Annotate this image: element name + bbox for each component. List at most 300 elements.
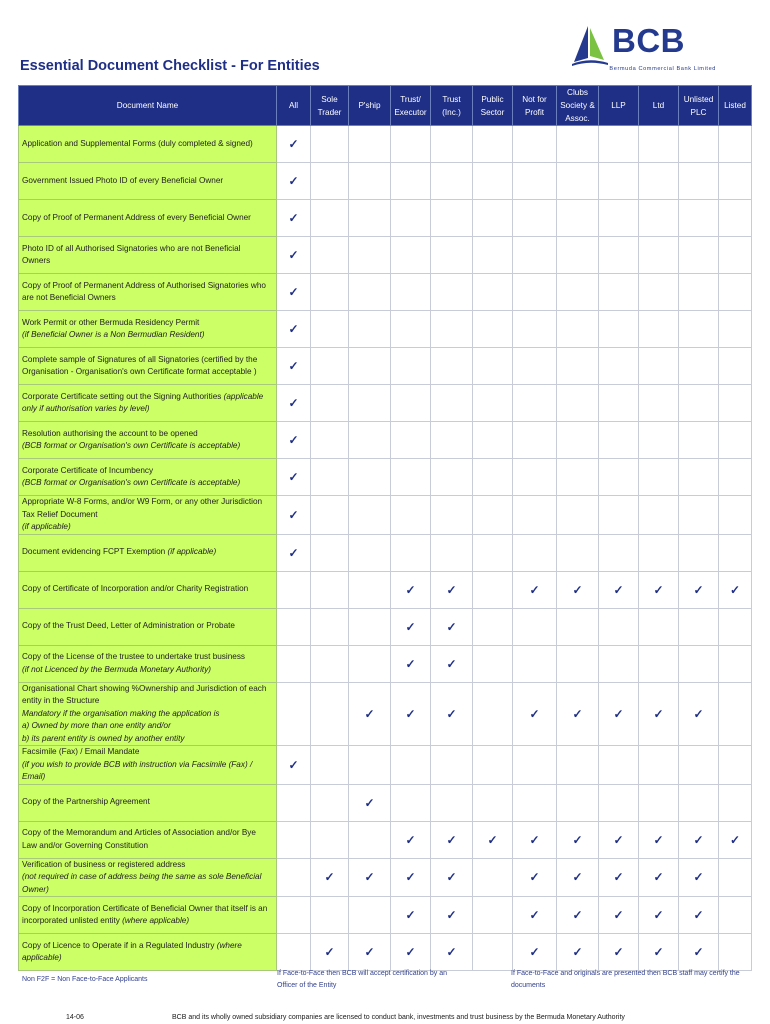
column-header-label: Listed (724, 101, 746, 110)
check-cell (473, 534, 513, 571)
sail-logo-icon (568, 24, 610, 68)
check-cell (473, 496, 513, 535)
check-mark-icon: ✓ (446, 870, 457, 885)
check-cell (557, 274, 599, 311)
document-text: Copy of Proof of Permanent Address of every Beneficial Owner (22, 212, 251, 222)
check-cell (599, 858, 639, 897)
document-name-line (22, 620, 273, 633)
check-mark-icon: ✓ (364, 795, 375, 810)
document-name-line (22, 509, 273, 522)
document-text: Government Issued Photo ID of every Beneficial Owner (22, 175, 224, 185)
document-text: Resolution authorising the account to be opened (22, 428, 198, 438)
document-name-cell (19, 858, 277, 897)
check-cell (557, 645, 599, 682)
check-cell (431, 682, 473, 746)
check-mark-icon: ✓ (405, 582, 416, 597)
check-cell (679, 608, 719, 645)
document-text: Mandatory if the organisation making the application is (22, 708, 220, 718)
column-header-label: (Inc.) (442, 107, 461, 117)
column-header-label: Assoc. (565, 114, 590, 123)
checklist-row (19, 934, 752, 971)
check-cell (391, 608, 431, 645)
check-mark-icon: ✓ (446, 832, 457, 847)
check-cell (679, 348, 719, 385)
check-cell (431, 821, 473, 858)
check-cell (639, 534, 679, 571)
check-cell (473, 126, 513, 163)
check-cell (349, 422, 391, 459)
check-mark-icon: ✓ (324, 870, 335, 885)
check-mark-icon: ✓ (613, 870, 624, 885)
check-cell (557, 237, 599, 274)
check-cell (277, 459, 311, 496)
checklist-row (19, 746, 752, 785)
check-cell (513, 608, 557, 645)
check-cell (277, 422, 311, 459)
check-cell (391, 496, 431, 535)
check-cell (431, 645, 473, 682)
document-name-cell (19, 237, 277, 274)
document-text: (BCB format or Organisation's own Certificate is acceptable) (22, 478, 241, 487)
check-cell (679, 274, 719, 311)
check-cell (431, 237, 473, 274)
check-mark-icon: ✓ (653, 582, 664, 597)
check-mark-icon: ✓ (288, 285, 299, 299)
check-cell (311, 459, 349, 496)
checklist-row (19, 645, 752, 682)
document-name-cell (19, 934, 277, 971)
document-text: Law and/or Governing Constitution (22, 840, 149, 850)
check-cell (277, 784, 311, 821)
version-code: 14-06 (66, 1014, 84, 1021)
check-cell (513, 274, 557, 311)
check-cell (679, 645, 719, 682)
document-name-cell (19, 311, 277, 348)
column-header-label: Not for (522, 94, 547, 104)
check-cell (277, 746, 311, 785)
document-text: Email) (22, 772, 46, 781)
check-cell (639, 200, 679, 237)
document-name-line (22, 746, 273, 759)
bcb-logo (568, 24, 716, 76)
footnote-line: If Face-to-Face and originals are presented then BCB staff may certify the (511, 970, 740, 977)
document-text: Verification of business or registered address (22, 859, 186, 869)
checklist-row (19, 858, 752, 897)
check-cell (557, 934, 599, 971)
check-mark-icon: ✓ (613, 706, 624, 721)
check-cell (349, 784, 391, 821)
column-header-label: Trader (317, 107, 342, 117)
checklist-row (19, 459, 752, 496)
check-cell (679, 746, 719, 785)
check-cell (349, 126, 391, 163)
document-note: (applicable (223, 391, 264, 401)
check-cell (349, 821, 391, 858)
check-cell (431, 459, 473, 496)
check-cell (599, 534, 639, 571)
check-cell (719, 459, 752, 496)
check-mark-icon: ✓ (487, 832, 498, 847)
check-mark-icon: ✓ (288, 211, 299, 225)
check-mark-icon: ✓ (288, 507, 299, 522)
footnote-f2f-certification (277, 968, 447, 992)
checklist-row (19, 608, 752, 645)
checklist-row (19, 126, 752, 163)
check-cell (513, 571, 557, 608)
check-cell (431, 784, 473, 821)
check-cell (349, 237, 391, 274)
check-cell (391, 534, 431, 571)
check-cell (473, 311, 513, 348)
document-name-cell (19, 126, 277, 163)
check-cell (311, 897, 349, 934)
document-name-line (22, 521, 273, 534)
document-name-line (22, 720, 273, 733)
document-text: Copy of Licence to Operate if in a Regulated Industry (22, 940, 217, 950)
check-cell (277, 858, 311, 897)
check-cell (277, 237, 311, 274)
document-note: (where applicable) (122, 916, 190, 925)
check-cell (639, 571, 679, 608)
check-cell (719, 311, 752, 348)
check-mark-icon: ✓ (572, 908, 583, 922)
check-mark-icon: ✓ (613, 945, 624, 959)
checklist-row (19, 237, 752, 274)
check-cell (473, 784, 513, 821)
table-body (19, 126, 752, 971)
column-header (311, 86, 349, 126)
check-cell (391, 274, 431, 311)
check-cell (311, 311, 349, 348)
column-header-label: Society & (560, 101, 595, 110)
check-mark-icon: ✓ (288, 396, 299, 410)
check-mark-icon: ✓ (693, 582, 704, 597)
check-cell (349, 934, 391, 971)
check-mark-icon: ✓ (288, 174, 299, 188)
check-cell (277, 200, 311, 237)
document-name-line (22, 138, 273, 151)
check-cell (639, 311, 679, 348)
check-cell (277, 496, 311, 535)
document-name-line (22, 940, 273, 953)
check-cell (513, 534, 557, 571)
check-cell (473, 645, 513, 682)
check-cell (311, 496, 349, 535)
document-name-line (22, 840, 273, 853)
check-cell (473, 934, 513, 971)
check-cell (349, 385, 391, 422)
check-mark-icon: ✓ (405, 908, 416, 922)
check-cell (599, 311, 639, 348)
check-cell (639, 385, 679, 422)
check-cell (473, 348, 513, 385)
check-mark-icon: ✓ (572, 945, 583, 959)
footnote-f2f-originals (511, 968, 740, 992)
check-cell (599, 385, 639, 422)
document-text: Copy of the Partnership Agreement (22, 797, 150, 807)
check-mark-icon: ✓ (613, 908, 624, 922)
check-cell (473, 821, 513, 858)
check-mark-icon: ✓ (288, 757, 299, 772)
column-header (349, 86, 391, 126)
column-header (277, 86, 311, 126)
column-header-label: Clubs (567, 88, 588, 97)
document-name-cell (19, 682, 277, 746)
check-cell (277, 897, 311, 934)
document-text: Owner) (22, 884, 49, 894)
document-name-line (22, 212, 273, 225)
check-cell (599, 348, 639, 385)
check-mark-icon: ✓ (288, 359, 299, 373)
check-cell (349, 311, 391, 348)
column-header-label: Trust (442, 94, 461, 104)
check-cell (557, 496, 599, 535)
check-cell (599, 571, 639, 608)
check-cell (391, 348, 431, 385)
check-cell (557, 821, 599, 858)
check-mark-icon: ✓ (693, 706, 704, 721)
document-name-line (22, 827, 273, 840)
check-mark-icon: ✓ (288, 248, 299, 262)
check-cell (639, 934, 679, 971)
column-header (473, 86, 513, 126)
check-cell (431, 571, 473, 608)
check-cell (277, 608, 311, 645)
check-mark-icon: ✓ (405, 945, 416, 959)
check-mark-icon: ✓ (324, 945, 335, 959)
column-header-label: Executor (394, 107, 427, 117)
document-text: Facsimile (Fax) / Email Mandate (22, 747, 140, 756)
column-header-label: Ltd (652, 101, 665, 110)
check-cell (431, 422, 473, 459)
check-mark-icon: ✓ (529, 870, 540, 885)
column-header-label: Public (481, 94, 504, 104)
check-cell (719, 274, 752, 311)
document-text: a) Owned by more than one entity and/or (22, 721, 171, 730)
check-cell (557, 459, 599, 496)
check-cell (557, 348, 599, 385)
check-mark-icon: ✓ (405, 870, 416, 885)
check-cell (557, 858, 599, 897)
document-text: Owners (22, 256, 51, 265)
check-cell (431, 274, 473, 311)
check-mark-icon: ✓ (653, 706, 664, 721)
document-name-line (22, 329, 273, 342)
document-name-line (22, 733, 273, 746)
check-cell (349, 746, 391, 785)
check-cell (599, 784, 639, 821)
check-cell (431, 163, 473, 200)
check-cell (599, 821, 639, 858)
check-cell (431, 200, 473, 237)
check-cell (639, 858, 679, 897)
check-cell (473, 459, 513, 496)
check-cell (391, 858, 431, 897)
document-text: Copy of Certificate of Incorporation and/or Charity Registration (22, 584, 249, 594)
document-name-line (22, 354, 273, 367)
check-cell (473, 274, 513, 311)
column-header (679, 86, 719, 126)
document-name-line (22, 496, 273, 509)
document-name-line (22, 708, 273, 721)
check-cell (719, 163, 752, 200)
check-cell (311, 746, 349, 785)
check-cell (599, 645, 639, 682)
document-name-cell (19, 385, 277, 422)
check-mark-icon: ✓ (446, 908, 457, 922)
document-name-line (22, 391, 273, 404)
check-cell (391, 571, 431, 608)
document-name-line (22, 884, 273, 897)
document-text: Copy of the Memorandum and Articles of Association and/or Bye (22, 828, 256, 837)
check-cell (349, 274, 391, 311)
check-cell (679, 126, 719, 163)
footnote-line: If Face-to-Face then BCB will accept certification by an (277, 970, 448, 977)
document-text: only if authorisation varies by level) (22, 404, 150, 413)
check-cell (473, 682, 513, 746)
column-header-label: Document Name (116, 101, 179, 110)
document-name-cell (19, 459, 277, 496)
column-header (599, 86, 639, 126)
check-cell (599, 746, 639, 785)
check-cell (719, 126, 752, 163)
check-cell (679, 459, 719, 496)
check-cell (639, 274, 679, 311)
check-mark-icon: ✓ (529, 945, 540, 959)
document-name-line (22, 243, 273, 256)
check-cell (599, 200, 639, 237)
check-cell (639, 237, 679, 274)
check-cell (277, 934, 311, 971)
check-mark-icon: ✓ (613, 832, 624, 847)
check-cell (719, 348, 752, 385)
check-cell (639, 496, 679, 535)
document-name-cell (19, 645, 277, 682)
document-name-line (22, 871, 273, 884)
document-name-cell (19, 496, 277, 535)
check-cell (679, 682, 719, 746)
check-mark-icon: ✓ (729, 582, 741, 597)
check-mark-icon: ✓ (446, 619, 457, 634)
check-cell (349, 645, 391, 682)
license-statement: BCB and its wholly owned subsidiary companies are licensed to conduct bank, investments and trust business by the Bermuda Monetary Authority (172, 1014, 625, 1021)
document-name-line (22, 366, 273, 379)
check-cell (431, 858, 473, 897)
check-mark-icon: ✓ (693, 832, 704, 847)
footnote-line: documents (511, 982, 546, 989)
check-cell (311, 821, 349, 858)
check-mark-icon: ✓ (653, 908, 664, 922)
check-cell (431, 608, 473, 645)
document-name-line (22, 915, 273, 928)
table-header-row (19, 86, 752, 126)
document-text: Document evidencing FCPT Exemption (22, 547, 168, 557)
check-cell (311, 200, 349, 237)
check-cell (311, 163, 349, 200)
check-cell (311, 682, 349, 746)
checklist-row (19, 784, 752, 821)
check-cell (599, 682, 639, 746)
document-name-cell (19, 422, 277, 459)
check-cell (311, 608, 349, 645)
check-cell (311, 571, 349, 608)
check-cell (639, 126, 679, 163)
document-text: Complete sample of Signatures of all Signatories (certified by the (22, 354, 258, 364)
check-cell (513, 821, 557, 858)
check-cell (311, 348, 349, 385)
document-name-line (22, 695, 273, 708)
check-cell (557, 608, 599, 645)
check-mark-icon: ✓ (572, 706, 583, 721)
check-mark-icon: ✓ (405, 706, 416, 721)
column-header-label: LLP (611, 101, 626, 110)
document-text: Work Permit or other Bermuda Residency Permit (22, 317, 200, 327)
check-cell (639, 459, 679, 496)
check-mark-icon: ✓ (693, 945, 704, 959)
column-header-label: Trust/ (400, 94, 421, 104)
check-cell (431, 934, 473, 971)
check-cell (431, 897, 473, 934)
column-header (557, 86, 599, 126)
check-cell (679, 534, 719, 571)
check-cell (391, 934, 431, 971)
document-text: applicable) (22, 953, 62, 962)
document-text: Copy of Proof of Permanent Address of Authorised Signatories who (22, 280, 266, 290)
document-text: Corporate Certificate setting out the Signing Authorities (22, 391, 224, 401)
check-cell (599, 126, 639, 163)
check-cell (679, 163, 719, 200)
document-name-cell (19, 821, 277, 858)
document-text: are not Beneficial Owners (22, 293, 116, 302)
check-cell (639, 645, 679, 682)
check-cell (679, 385, 719, 422)
check-cell (513, 682, 557, 746)
check-cell (719, 385, 752, 422)
check-cell (349, 682, 391, 746)
check-cell (349, 534, 391, 571)
check-cell (513, 897, 557, 934)
document-text: Copy of the License of the trustee to undertake trust business (22, 652, 246, 661)
check-cell (311, 126, 349, 163)
check-cell (473, 422, 513, 459)
document-name-line (22, 175, 273, 188)
check-mark-icon: ✓ (288, 137, 299, 151)
document-text: Photo ID of all Authorised Signatories who are not Beneficial (22, 243, 241, 253)
document-text: (if you wish to provide BCB with instruction via Facsimile (Fax) / (22, 759, 253, 769)
logo-wordmark: BCB (612, 22, 685, 59)
check-cell (639, 163, 679, 200)
checklist-row (19, 534, 752, 571)
check-cell (679, 858, 719, 897)
check-cell (311, 858, 349, 897)
check-cell (277, 645, 311, 682)
check-cell (391, 784, 431, 821)
document-note: (if applicable) (167, 547, 217, 557)
check-cell (679, 496, 719, 535)
check-cell (513, 784, 557, 821)
check-cell (391, 821, 431, 858)
check-cell (719, 784, 752, 821)
check-cell (557, 126, 599, 163)
check-cell (431, 496, 473, 535)
check-cell (719, 897, 752, 934)
check-cell (719, 200, 752, 237)
check-cell (679, 821, 719, 858)
check-cell (557, 682, 599, 746)
check-cell (277, 534, 311, 571)
check-cell (679, 311, 719, 348)
check-cell (513, 126, 557, 163)
